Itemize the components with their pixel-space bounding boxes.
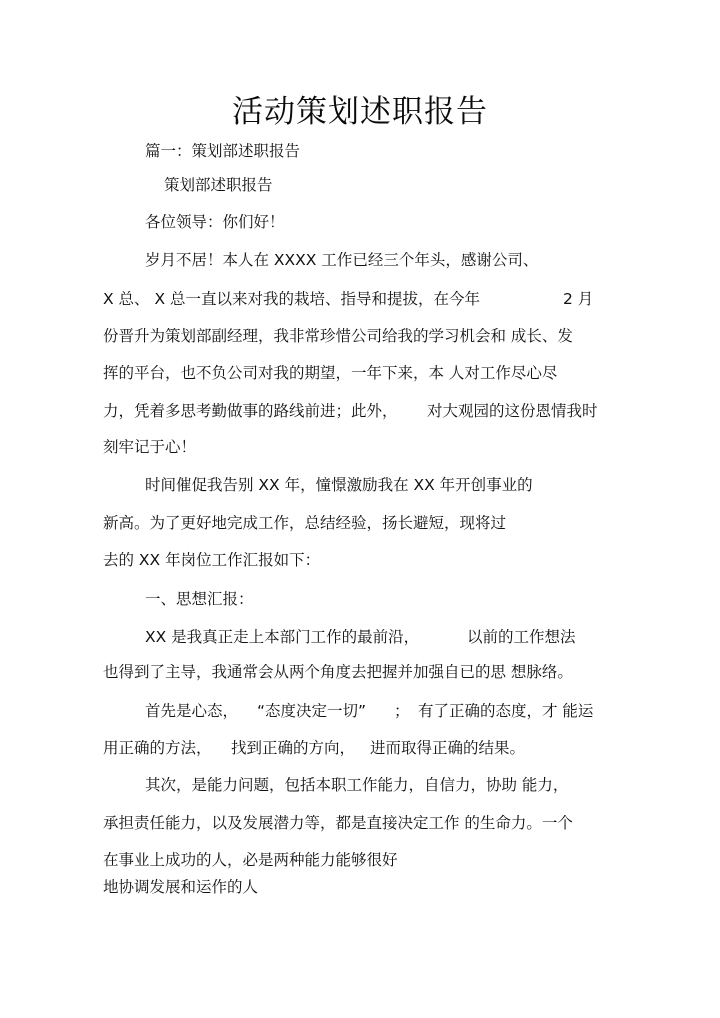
greeting-line: 各位领导：你们好！: [145, 213, 285, 231]
paragraph-4-line-1b: “态度决定一切”: [257, 702, 367, 720]
paragraph-3-line-1b: 以前的工作想法: [467, 628, 576, 646]
paragraph-1-line-3: 份晋升为策划部副经理，我非常珍惜公司给我的学习机会和 成长、发: [103, 327, 573, 345]
document-title: 活动策划述职报告: [232, 94, 488, 130]
paragraph-4-line-1a: 首先是心态，: [145, 702, 239, 720]
paragraph-5-line-3: 在事业上成功的人，必是两种能力能够很好: [103, 851, 398, 869]
paragraph-5-line-4: 地协调发展和运作的人: [103, 878, 259, 896]
report-subtitle: 策划部述职报告: [164, 176, 273, 194]
paragraph-1-line-2a: X 总、 X 总一直以来对我的栽培、指导和提拔，在今年: [103, 290, 481, 308]
paragraph-2-line-1: 时间催促我告别 XX 年，憧憬激励我在 XX 年开创事业的: [145, 476, 533, 494]
paragraph-2-line-3: 去的 XX 年岗位工作汇报如下：: [103, 551, 321, 569]
paragraph-4-line-2a: 用正确的方法，: [103, 739, 212, 757]
paragraph-3-line-2: 也得到了主导，我通常会从两个角度去把握并加强自已的思 想脉络。: [103, 663, 573, 681]
paragraph-1-line-4: 挥的平台，也不负公司对我的期望，一年下来，本 人对工作尽心尽: [103, 364, 558, 382]
paragraph-5-line-1: 其次，是能力问题，包括本职工作能力，自信力，协助 能力，: [145, 776, 569, 794]
paragraph-1-line-5b: 对大观园的这份恩情我时: [427, 402, 598, 420]
heading-thought-report: 一、思想汇报：: [145, 590, 254, 608]
paragraph-4-line-1d: 有了正确的态度，才 能运: [418, 702, 594, 720]
paragraph-4-line-2c: 进而取得正确的结果。: [370, 739, 526, 757]
paragraph-1-line-5a: 力，凭着多思考勤做事的路线前进；此外，: [103, 402, 398, 420]
paragraph-4-line-2b: 找到正确的方向，: [231, 739, 356, 757]
paragraph-1-line-6: 刻牢记于心！: [103, 438, 197, 456]
section-heading: 篇一：策划部述职报告: [145, 142, 301, 160]
paragraph-1-line-1: 岁月不居！本人在 XXXX 工作已经三个年头，感谢公司、: [145, 251, 539, 269]
paragraph-5-line-2: 承担责任能力，以及发展潜力等，都是直接决定工作 的生命力。一个: [103, 814, 573, 832]
paragraph-1-line-2b: 2 月: [563, 290, 594, 308]
paragraph-3-line-1a: XX 是我真正走上本部门工作的最前沿，: [145, 628, 420, 646]
paragraph-4-line-1c: ；: [394, 702, 410, 720]
paragraph-2-line-2: 新高。为了更好地完成工作，总结经验，扬长避短，现将过: [103, 514, 507, 532]
